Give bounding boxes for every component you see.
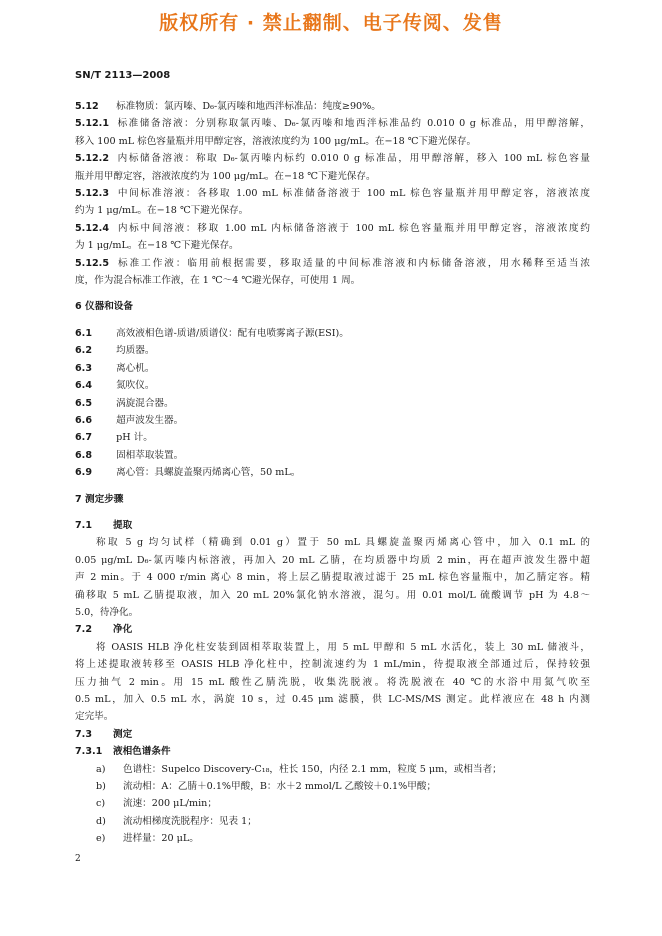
clause-number: 6.8 <box>75 449 92 461</box>
clause-text: 内标中间溶液：移取 1.00 mL 内标储备溶液于 100 mL 棕色容量瓶并用甲醇定容，溶液浓度约 <box>117 222 590 234</box>
text-line <box>75 220 590 237</box>
clause-text: 移入 100 mL 棕色容量瓶并用甲醇定容，溶液浓度约为 100 μg/mL。在−18 ℃下避光保存。 <box>75 135 477 147</box>
clause-text: 瓶并用甲醇定容，溶液浓度约为 100 μg/mL。在−18 ℃下避光保存。 <box>75 170 376 182</box>
clause-text: pH 计。 <box>116 432 153 444</box>
list-marker: e) <box>96 833 106 845</box>
subsection-heading <box>75 726 590 743</box>
clause-number: 6.2 <box>75 345 92 357</box>
clause-number: 6.4 <box>75 380 92 392</box>
clause-text: 标准储备溶液：分别称取氯丙嗪、D₆-氯丙嗪和地西泮标准品约 0.010 0 g 标准品，用甲醇溶解， <box>117 118 590 130</box>
text-line <box>75 412 590 429</box>
clause-text: 将上述提取液转移至 OASIS HLB 净化柱中，控制流速约为 1 mL/min，待提取液全部通过后，保持较强 <box>75 659 590 671</box>
clause-text: 高效液相色谱-质谱/质谱仪：配有电喷雾离子源(ESI)。 <box>116 327 349 339</box>
clause-text: 5.0，待净化。 <box>75 606 139 618</box>
text-line <box>75 272 590 289</box>
text-line <box>75 604 590 621</box>
text-line <box>75 691 590 708</box>
clause-number: 7.1 <box>75 519 92 531</box>
clause-number: 6.6 <box>75 414 92 426</box>
text-line <box>75 377 590 394</box>
text-line <box>75 115 590 132</box>
text-line <box>75 552 590 569</box>
subsection-heading <box>75 743 590 760</box>
text-line <box>75 255 590 272</box>
spacer <box>75 508 590 517</box>
clause-text: 度，作为混合标准工作液，在 1 ℃～4 ℃避光保存，可使用 1 周。 <box>75 275 361 287</box>
clause-number: 7.3.1 <box>75 746 103 758</box>
text-line <box>75 185 590 202</box>
clause-number: 5.12.5 <box>75 257 109 269</box>
section-heading: 7 测定步骤 <box>75 493 124 505</box>
clause-number: 5.12.2 <box>75 153 109 165</box>
section-heading: 6 仪器和设备 <box>75 301 133 313</box>
clause-text: 确移取 5 mL 乙腈提取液，加入 20 mL 20%氯化钠水溶液，混匀。用 0.01 mol/L 硫酸调节 pH 为 4.8～ <box>75 589 590 601</box>
list-item <box>75 795 590 812</box>
list-text: 流速：200 μL/min； <box>123 798 217 810</box>
clause-number: 5.12.3 <box>75 188 109 200</box>
list-text: 进样量：20 μL。 <box>123 833 199 845</box>
list-text: 色谱柱：Supelco Discovery-C₁₈，柱长 150，内径 2.1 mm，粒度 5 μm，或相当者； <box>123 763 502 775</box>
text-line <box>75 464 590 481</box>
text-line <box>75 587 590 604</box>
text-line <box>75 237 590 254</box>
list-item <box>75 830 590 847</box>
subsection-title: 提取 <box>113 519 133 531</box>
text-line <box>75 708 590 725</box>
list-marker: c) <box>96 798 106 810</box>
clause-number: 5.12.1 <box>75 118 109 130</box>
text-line <box>75 150 590 167</box>
list-marker: a) <box>96 763 106 775</box>
clause-text: 标准物质：氯丙嗪、D₆-氯丙嗪和地西泮标准品：纯度≥90%。 <box>116 101 381 112</box>
text-line <box>75 656 590 673</box>
clause-text: 声 2 min。于 4 000 r/min 离心 8 min，将上层乙腈提取液过滤于 25 mL 棕色容量瓶中，加乙腈定容。精 <box>75 572 590 584</box>
clause-text: 离心机。 <box>116 362 155 374</box>
clause-text: 为 1 μg/mL。在−18 ℃下避光保存。 <box>75 240 239 252</box>
text-line <box>75 639 590 656</box>
clause-text: 标准工作液：临用前根据需要，移取适量的中间标准溶液和内标储备溶液，用水稀释至适当浓 <box>118 257 590 269</box>
page-number: 2 <box>75 854 81 864</box>
text-line <box>75 569 590 586</box>
clause-text: 内标储备溶液：称取 D₆-氯丙嗪内标约 0.010 0 g 标准品，用甲醇溶解，移入 100 mL 棕色容量 <box>117 153 590 165</box>
spacer <box>75 289 590 298</box>
text-line <box>75 133 590 150</box>
list-text: 流动相：A：乙腈＋0.1%甲酸，B：水＋2 mmol/L 乙酸铵＋0.1%甲酸； <box>123 781 437 793</box>
clause-number: 7.3 <box>75 728 92 740</box>
clause-text: 约为 1 μg/mL。在−18 ℃下避光保存。 <box>75 205 249 217</box>
clause-text: 中间标准溶液：各移取 1.00 mL 标准储备溶液于 100 mL 棕色容量瓶并用甲醇定容，溶液浓度 <box>117 188 590 200</box>
clause-text: 固相萃取装置。 <box>116 449 184 461</box>
list-text: 流动相梯度洗脱程序：见表 1； <box>123 815 257 827</box>
clause-text: 压力抽气 2 min。用 15 mL 酸性乙腈洗脱，收集洗脱液。将洗脱液在 40 ℃的水浴中用氮气吹至 <box>75 676 590 688</box>
clause-number: 6.1 <box>75 327 92 339</box>
subsection-title: 测定 <box>113 728 133 740</box>
clause-text: 称取 5 g 均匀试样（精确到 0.01 g）置于 50 mL 具螺旋盖聚丙烯离心管中，加入 0.1 mL 的 <box>96 537 590 549</box>
clause-text: 0.05 μg/mL D₆-氯丙嗪内标溶液，再加入 20 mL 乙腈，在均质器中均质 2 min，再在超声波发生器中超 <box>75 554 590 566</box>
document-body <box>75 98 590 848</box>
text-line <box>75 98 590 115</box>
text-line <box>75 342 590 359</box>
subsection-heading <box>75 517 590 534</box>
text-line <box>75 360 590 377</box>
text-line <box>75 674 590 691</box>
clause-text: 涡旋混合器。 <box>116 397 174 409</box>
text-line <box>75 395 590 412</box>
clause-text: 定完毕。 <box>75 711 114 723</box>
list-item <box>75 813 590 830</box>
spacer <box>75 316 590 325</box>
spacer <box>75 482 590 491</box>
clause-text: 氮吹仪。 <box>116 380 155 392</box>
clause-text: 均质器。 <box>116 345 155 357</box>
list-item <box>75 761 590 778</box>
list-marker: d) <box>96 815 106 827</box>
list-item <box>75 778 590 795</box>
standard-number: SN/T 2113—2008 <box>75 70 171 81</box>
clause-text: 离心管：具螺旋盖聚丙烯离心管，50 mL。 <box>116 467 301 479</box>
clause-number: 6.3 <box>75 362 92 374</box>
clause-number: 5.12 <box>75 101 99 112</box>
list-marker: b) <box>96 781 106 793</box>
copyright-banner: 版权所有 · 禁止翻制、电子传阅、发售 <box>159 12 503 34</box>
text-line <box>75 202 590 219</box>
text-line <box>75 447 590 464</box>
clause-text: 0.5 mL，加入 0.5 mL 水，涡旋 10 s，过 0.45 μm 滤膜，供 LC-MS/MS 测定。此样液应在 48 h 内测 <box>75 694 590 705</box>
clause-number: 5.12.4 <box>75 222 109 234</box>
clause-number: 6.9 <box>75 467 92 479</box>
subsection-title: 净化 <box>113 624 133 636</box>
clause-number: 6.7 <box>75 432 92 444</box>
clause-number: 6.5 <box>75 397 92 409</box>
text-line <box>75 534 590 551</box>
clause-text: 将 OASIS HLB 净化柱安装到固相萃取装置上，用 5 mL 甲醇和 5 mL 水活化，装上 30 mL 储液斗， <box>96 641 590 653</box>
text-line <box>75 168 590 185</box>
subsection-heading <box>75 621 590 638</box>
clause-text: 超声波发生器。 <box>116 414 184 426</box>
subsection-title: 液相色谱条件 <box>113 746 171 758</box>
clause-number: 7.2 <box>75 624 92 636</box>
text-line <box>75 429 590 446</box>
text-line <box>75 325 590 342</box>
